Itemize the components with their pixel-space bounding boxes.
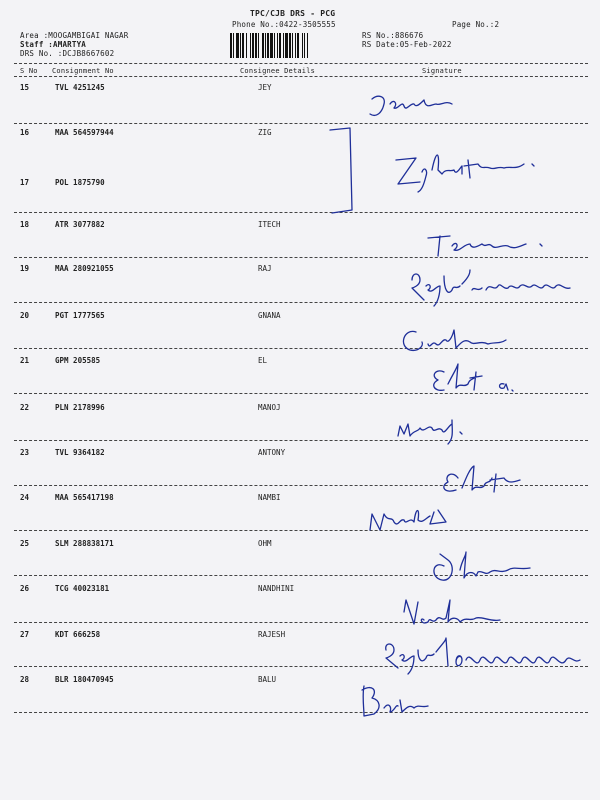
row-consignee: OHM	[258, 539, 272, 548]
signature-18	[428, 236, 542, 256]
table-row	[0, 356, 600, 366]
row-sno: 15	[20, 83, 30, 92]
column-consignment: Consignment No	[52, 67, 114, 75]
rs-number: RS No.:886676	[362, 31, 424, 40]
row-consignment-no: GPM 205585	[55, 356, 101, 365]
signature-21	[434, 364, 513, 391]
table-row	[0, 630, 600, 640]
row-consignment-no: TVL 4251245	[55, 83, 105, 92]
table-row	[0, 493, 600, 503]
row-sno: 25	[20, 539, 30, 548]
row-divider	[14, 348, 588, 349]
row-divider	[14, 302, 588, 303]
row-consignment-no: PGT 1777565	[55, 311, 105, 320]
row-sno: 23	[20, 448, 30, 457]
drs-number: DRS No. :DCJB8667602	[20, 49, 115, 58]
row-divider	[14, 393, 588, 394]
row-sno: 27	[20, 630, 30, 639]
row-consignee: BALU	[258, 675, 277, 684]
row-sno: 16	[20, 128, 30, 137]
row-consignee: NAMBI	[258, 493, 281, 502]
table-row	[0, 584, 600, 594]
barcode-icon	[230, 33, 354, 58]
signature-27	[386, 638, 580, 674]
row-consignment-no: POL 1875790	[55, 178, 105, 187]
column-divider	[14, 76, 588, 77]
signature-24	[370, 510, 446, 530]
row-divider	[14, 440, 588, 441]
page-number: Page No.:2	[452, 20, 500, 29]
row-divider	[14, 530, 588, 531]
row-sno: 24	[20, 493, 30, 502]
row-consignee: RAJ	[258, 264, 272, 273]
row-divider	[14, 257, 588, 258]
row-sno: 28	[20, 675, 30, 684]
row-consignment-no: MAA 280921055	[55, 264, 114, 273]
row-consignee: GNANA	[258, 311, 281, 320]
row-consignee: EL	[258, 356, 268, 365]
column-consignee: Consignee Details	[240, 67, 316, 75]
row-consignee: ANTONY	[258, 448, 286, 457]
column-signature: Signature	[422, 67, 462, 75]
bracket-mark	[330, 128, 352, 213]
row-sno: 21	[20, 356, 30, 365]
row-consignment-no: TCG 40023181	[55, 584, 110, 593]
row-divider	[14, 622, 588, 623]
table-row	[0, 675, 600, 685]
row-consignment-no: PLN 2178996	[55, 403, 105, 412]
row-divider	[14, 485, 588, 486]
row-consignee: RAJESH	[258, 630, 286, 639]
row-consignee: MANOJ	[258, 403, 281, 412]
table-row	[0, 311, 600, 321]
row-consignment-no: ATR 3077882	[55, 220, 105, 229]
row-sno: 20	[20, 311, 30, 320]
row-sno: 22	[20, 403, 30, 412]
row-consignment-no: SLM 288838171	[55, 539, 114, 548]
row-consignment-no: TVL 9364182	[55, 448, 105, 457]
row-consignment-no: BLR 180470945	[55, 675, 114, 684]
table-row	[0, 448, 600, 458]
table-row	[0, 403, 600, 413]
phone-number: Phone No.:0422-3505555	[232, 20, 336, 29]
staff-label: Staff :AMARTYA	[20, 40, 87, 49]
document-title: TPC/CJB DRS - PCG	[250, 9, 336, 18]
row-sno: 19	[20, 264, 30, 273]
row-sno: 18	[20, 220, 30, 229]
row-consignee: ZIG	[258, 128, 272, 137]
signature-23	[444, 466, 520, 492]
signature-26	[404, 600, 500, 624]
row-divider	[14, 212, 588, 213]
row-consignee: NANDHINI	[258, 584, 295, 593]
row-divider	[14, 123, 588, 124]
signature-19	[412, 270, 570, 306]
column-sno: S No	[20, 67, 38, 75]
row-consignment-no: MAA 564597944	[55, 128, 114, 137]
row-sno: 17	[20, 178, 30, 187]
row-divider	[14, 575, 588, 576]
rs-date: RS Date:05-Feb-2022	[362, 40, 452, 49]
table-row	[0, 264, 600, 274]
header-divider	[14, 63, 588, 64]
table-row	[0, 178, 600, 188]
table-row	[0, 539, 600, 549]
row-consignment-no: KDT 666258	[55, 630, 101, 639]
area-label: Area :MOOGAMBIGAI NAGAR	[20, 31, 129, 40]
row-divider	[14, 712, 588, 713]
table-row	[0, 220, 600, 230]
row-sno: 26	[20, 584, 30, 593]
row-divider	[14, 666, 588, 667]
row-consignee: ITECH	[258, 220, 281, 229]
row-consignee: JEY	[258, 83, 272, 92]
table-row	[0, 83, 600, 93]
row-consignment-no: MAA 565417198	[55, 493, 114, 502]
signature-15	[370, 96, 452, 115]
table-row	[0, 128, 600, 138]
